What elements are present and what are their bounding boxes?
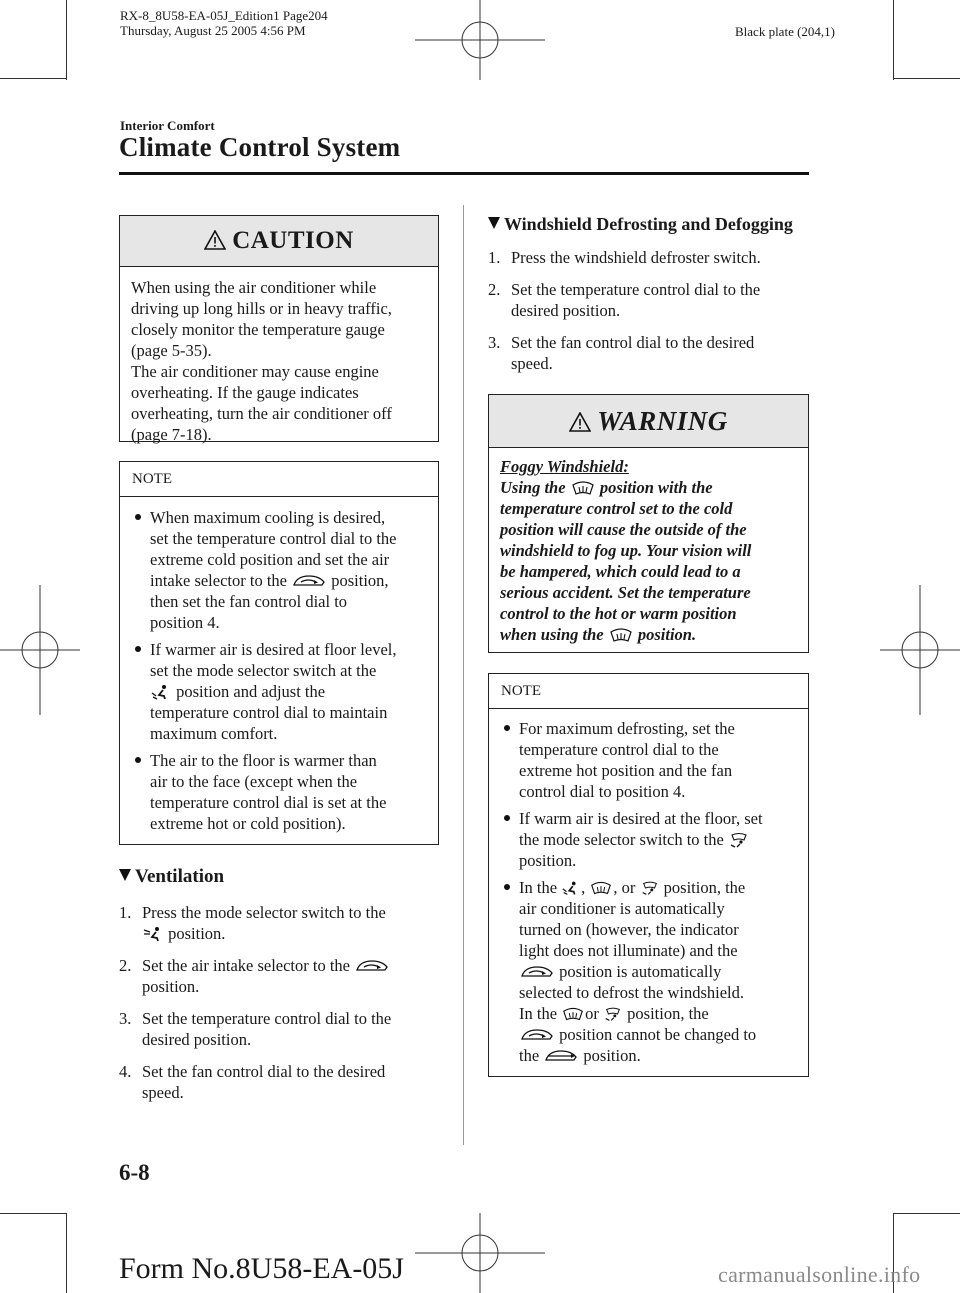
registration-mark-left bbox=[0, 585, 80, 715]
warning-body: Foggy Windshield: Using the position with the temperature control set to the cold position will cause the outside of the windshield to fog up. Your vision will be hampered, which could lead to a serious accident. Set the temperature control to the hot or warm position when using the position. bbox=[489, 448, 808, 655]
note-box-right bbox=[488, 673, 809, 1077]
crop-mark bbox=[66, 1213, 67, 1293]
site-watermark: carmanualsonline.info bbox=[718, 1262, 921, 1287]
registration-mark-top bbox=[415, 0, 545, 80]
floor-defrost-icon bbox=[728, 832, 750, 848]
center-divider bbox=[463, 205, 464, 1145]
crop-mark bbox=[0, 78, 66, 79]
floor-mode-icon bbox=[150, 684, 172, 700]
step-item: 3. Set the temperature control dial to the desired position. bbox=[119, 1009, 392, 1049]
crop-mark bbox=[893, 1213, 960, 1214]
caution-line: (page 7-18). bbox=[131, 425, 212, 444]
step-item: 2. Set the temperature control dial to the desired position. bbox=[488, 280, 761, 320]
note-header: NOTE bbox=[120, 462, 438, 497]
print-file-info bbox=[120, 8, 328, 38]
warning-subhead: Foggy Windshield: bbox=[500, 457, 629, 476]
crop-mark bbox=[893, 78, 960, 79]
fresh-air-icon bbox=[543, 1048, 579, 1064]
crop-mark bbox=[0, 1213, 66, 1214]
recirculate-icon bbox=[519, 964, 555, 980]
caution-header bbox=[120, 216, 438, 267]
defrost-steps bbox=[488, 247, 818, 385]
caution-line: The air conditioner may cause engine bbox=[131, 362, 379, 381]
caution-line: When using the air conditioner while bbox=[131, 278, 377, 297]
note-bullet: If warm air is desired at the floor, set the mode selector switch to the position. bbox=[500, 808, 797, 871]
note-body bbox=[120, 497, 438, 850]
floor-defrost-icon bbox=[603, 1006, 623, 1022]
caution-line: driving up long hills or in heavy traffic, bbox=[131, 299, 392, 318]
form-number: Form No.8U58-EA-05J bbox=[119, 1252, 404, 1285]
note-body bbox=[489, 709, 808, 1082]
crop-mark bbox=[66, 0, 67, 80]
note-header: NOTE bbox=[489, 674, 808, 709]
note-bullet: The air to the floor is warmer than air to the face (except when the temperature control dial is set at the extreme hot or cold position). bbox=[131, 750, 427, 834]
note-box-left bbox=[119, 461, 439, 845]
defrost-mode-icon bbox=[589, 880, 613, 896]
registration-mark-right bbox=[880, 585, 960, 715]
section-marker-icon bbox=[488, 217, 500, 229]
note-bullet: When maximum cooling is desired, set the temperature control dial to the extreme cold position and set the air intake selector to the position, then set the fan control dial to position 4. bbox=[131, 507, 427, 633]
plate-label: Black plate (204,1) bbox=[735, 24, 835, 39]
file-line: RX-8_8U58-EA-05J_Edition1 Page204 bbox=[120, 8, 328, 23]
warning-title: WARNING bbox=[597, 406, 728, 436]
defrost-mode-icon bbox=[561, 1006, 585, 1022]
defrost-mode-icon bbox=[570, 480, 596, 496]
warning-triangle-icon bbox=[569, 412, 591, 432]
note-bullet: For maximum defrosting, set the temperature control dial to the extreme hot position and the fan control dial to position 4. bbox=[500, 718, 797, 802]
recirculate-icon bbox=[291, 573, 327, 589]
recirculate-icon bbox=[354, 958, 390, 974]
recirculate-icon bbox=[519, 1027, 555, 1043]
warning-header bbox=[489, 395, 808, 448]
caution-line: closely monitor the temperature gauge bbox=[131, 320, 385, 339]
section-label: Interior Comfort bbox=[120, 118, 215, 133]
registration-mark-bottom bbox=[415, 1213, 545, 1293]
step-item: 2. Set the air intake selector to the position. bbox=[119, 955, 449, 997]
caution-line: overheating, turn the air conditioner off bbox=[131, 404, 392, 423]
step-item: 3. Set the fan control dial to the desired speed. bbox=[488, 333, 755, 373]
crop-mark bbox=[893, 0, 894, 80]
caution-title: CAUTION bbox=[232, 227, 354, 254]
page-number: 6-8 bbox=[119, 1160, 150, 1185]
title-rule bbox=[119, 172, 809, 175]
date-line: Thursday, August 25 2005 4:56 PM bbox=[120, 23, 306, 38]
ventilation-steps bbox=[119, 902, 449, 1114]
ventilation-heading: Ventilation bbox=[119, 866, 224, 888]
caution-triangle-icon bbox=[204, 230, 226, 250]
defrost-mode-icon bbox=[608, 627, 634, 643]
caution-line: overheating. If the gauge indicates bbox=[131, 383, 359, 402]
vent-mode-icon bbox=[142, 926, 164, 942]
step-item: 4. Set the fan control dial to the desired speed. bbox=[119, 1062, 386, 1102]
floor-defrost-icon bbox=[640, 880, 660, 896]
caution-line: (page 5-35). bbox=[131, 341, 212, 360]
warning-box bbox=[488, 394, 809, 653]
floor-mode-icon bbox=[561, 880, 581, 896]
defrost-heading: Windshield Defrosting and Defogging bbox=[488, 214, 793, 235]
caution-box bbox=[119, 215, 439, 442]
step-item: 1. Press the windshield defroster switch. bbox=[488, 248, 761, 267]
step-item: 1. Press the mode selector switch to the position. bbox=[119, 903, 386, 943]
note-bullet: If warmer air is desired at floor level, set the mode selector switch at the position and adjust the temperature control dial to maintain maximum comfort. bbox=[131, 639, 427, 744]
note-bullet: In the , , or position, the air conditioner is automatically turned on (however, the indicator light does not illuminate) and the position is automatically selected to defrost the windshield. In the or position, the position cannot be changed to the position. bbox=[500, 877, 797, 1066]
page-title: Climate Control System bbox=[119, 132, 401, 162]
section-marker-icon bbox=[119, 869, 131, 881]
caution-body bbox=[120, 267, 438, 455]
